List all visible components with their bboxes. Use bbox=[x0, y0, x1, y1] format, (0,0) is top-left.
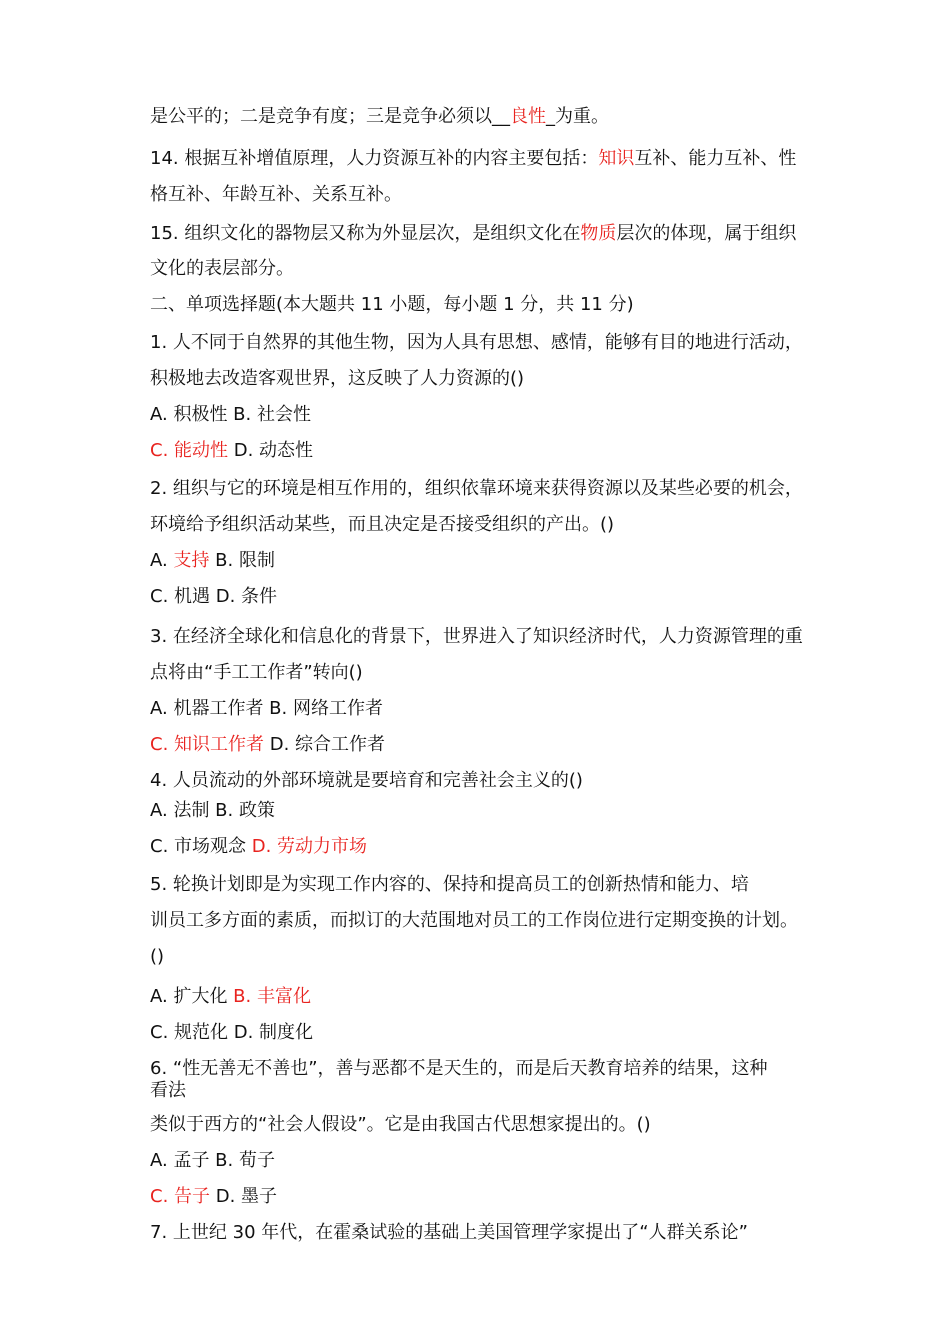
line-text: C. 机遇 D. 条件 bbox=[150, 586, 278, 607]
line-text: 看法 bbox=[150, 1080, 186, 1101]
text-line bbox=[150, 223, 870, 245]
answer-highlight: C. 能动性 bbox=[150, 440, 229, 461]
line-text: A. 机器工作者 B. 网络工作者 bbox=[150, 698, 383, 719]
line-text: D. 墨子 bbox=[210, 1186, 278, 1207]
text-line bbox=[150, 1222, 870, 1244]
text-line bbox=[150, 836, 870, 858]
line-text: 层次的体现，属于组织 bbox=[616, 223, 797, 244]
text-line bbox=[150, 440, 870, 462]
line-text: 1. 人不同于自然界的其他生物，因为人具有思想、感情，能够有目的地进行活动， bbox=[150, 332, 803, 353]
line-text: 二、单项选择题(本大题共 11 小题，每小题 1 分，共 11 分) bbox=[150, 294, 634, 315]
text-line bbox=[150, 946, 870, 968]
line-text: A. 孟子 B. 荀子 bbox=[150, 1150, 275, 1171]
line-text: 类似于西方的“社会人假设”。它是由我国古代思想家提出的。() bbox=[150, 1114, 651, 1135]
text-line bbox=[150, 258, 870, 280]
line-text: A. 积极性 B. 社会性 bbox=[150, 404, 311, 425]
answer-highlight: 良性 bbox=[510, 106, 546, 127]
line-text: B. 限制 bbox=[209, 550, 275, 571]
line-text: 环境给予组织活动某些，而且决定是否接受组织的产出。() bbox=[150, 514, 615, 535]
answer-highlight: C. 告子 bbox=[150, 1186, 211, 1207]
text-line bbox=[150, 874, 870, 896]
text-line bbox=[150, 404, 870, 426]
line-text: () bbox=[150, 946, 165, 967]
text-line bbox=[150, 478, 870, 500]
line-text: D. 综合工作者 bbox=[264, 734, 386, 755]
line-text: 4. 人员流动的外部环境就是要培育和完善社会主义的() bbox=[150, 770, 583, 791]
answer-highlight: 物质 bbox=[580, 223, 617, 244]
line-text: A. 法制 B. 政策 bbox=[150, 800, 275, 821]
text-line bbox=[150, 184, 870, 206]
line-text: 5. 轮换计划即是为实现工作内容的、保持和提高员工的创新热情和能力、培 bbox=[150, 874, 749, 895]
line-text: 是公平的；二是竞争有度；三是竞争必须以__ bbox=[150, 106, 510, 127]
text-line bbox=[150, 698, 870, 720]
answer-highlight: D. 劳动力市场 bbox=[251, 836, 368, 857]
text-line bbox=[150, 550, 870, 572]
line-text: 积极地去改造客观世界，这反映了人力资源的() bbox=[150, 368, 525, 389]
answer-highlight: C. 知识工作者 bbox=[150, 734, 265, 755]
text-line bbox=[150, 1186, 870, 1208]
text-line bbox=[150, 332, 870, 354]
line-text: 互补、能力互补、性 bbox=[634, 148, 797, 169]
text-line bbox=[150, 734, 870, 756]
text-line bbox=[150, 800, 870, 822]
line-text: D. 动态性 bbox=[228, 440, 314, 461]
text-line bbox=[150, 626, 870, 648]
line-text: A. bbox=[150, 550, 174, 571]
text-line bbox=[150, 1080, 870, 1102]
line-text: C. 市场观念 bbox=[150, 836, 252, 857]
text-line bbox=[150, 294, 870, 316]
line-text: 点将由“手工工作者”转向() bbox=[150, 662, 363, 683]
text-line bbox=[150, 662, 870, 684]
answer-highlight: 支持 bbox=[173, 550, 210, 571]
text-line bbox=[150, 910, 870, 932]
line-text: C. 规范化 D. 制度化 bbox=[150, 1022, 314, 1043]
answer-highlight: 知识 bbox=[598, 148, 635, 169]
line-text: A. 扩大化 bbox=[150, 986, 234, 1007]
text-line bbox=[150, 586, 870, 608]
line-text: 7. 上世纪 30 年代，在霍桑试验的基础上美国管理学家提出了“人群关系论” bbox=[150, 1222, 748, 1243]
text-line bbox=[150, 368, 870, 390]
text-line bbox=[150, 1022, 870, 1044]
line-text: 2. 组织与它的环境是相互作用的，组织依靠环境来获得资源以及某些必要的机会， bbox=[150, 478, 803, 499]
text-line bbox=[150, 514, 870, 536]
line-text: 15. 组织文化的器物层又称为外显层次，是组织文化在 bbox=[150, 223, 581, 244]
line-text: 14. 根据互补增值原理，人力资源互补的内容主要包括： bbox=[150, 148, 599, 169]
text-line bbox=[150, 1114, 870, 1136]
line-text: 文化的表层部分。 bbox=[150, 258, 294, 279]
text-line bbox=[150, 106, 870, 128]
line-text: 格互补、年龄互补、关系互补。 bbox=[150, 184, 402, 205]
text-line bbox=[150, 148, 870, 170]
text-line bbox=[150, 986, 870, 1008]
answer-highlight: B. 丰富化 bbox=[233, 986, 311, 1007]
text-line bbox=[150, 1150, 870, 1172]
line-text: 3. 在经济全球化和信息化的背景下，世界进入了知识经济时代，人力资源管理的重 bbox=[150, 626, 803, 647]
text-line bbox=[150, 770, 870, 792]
line-text: _为重。 bbox=[546, 106, 609, 127]
line-text: 6. “性无善无不善也”，善与恶都不是天生的，而是后天教育培养的结果，这种 bbox=[150, 1058, 768, 1079]
line-text: 训员工多方面的素质，而拟订的大范围地对员工的工作岗位进行定期变换的计划。 bbox=[150, 910, 798, 931]
text-line bbox=[150, 1058, 870, 1080]
